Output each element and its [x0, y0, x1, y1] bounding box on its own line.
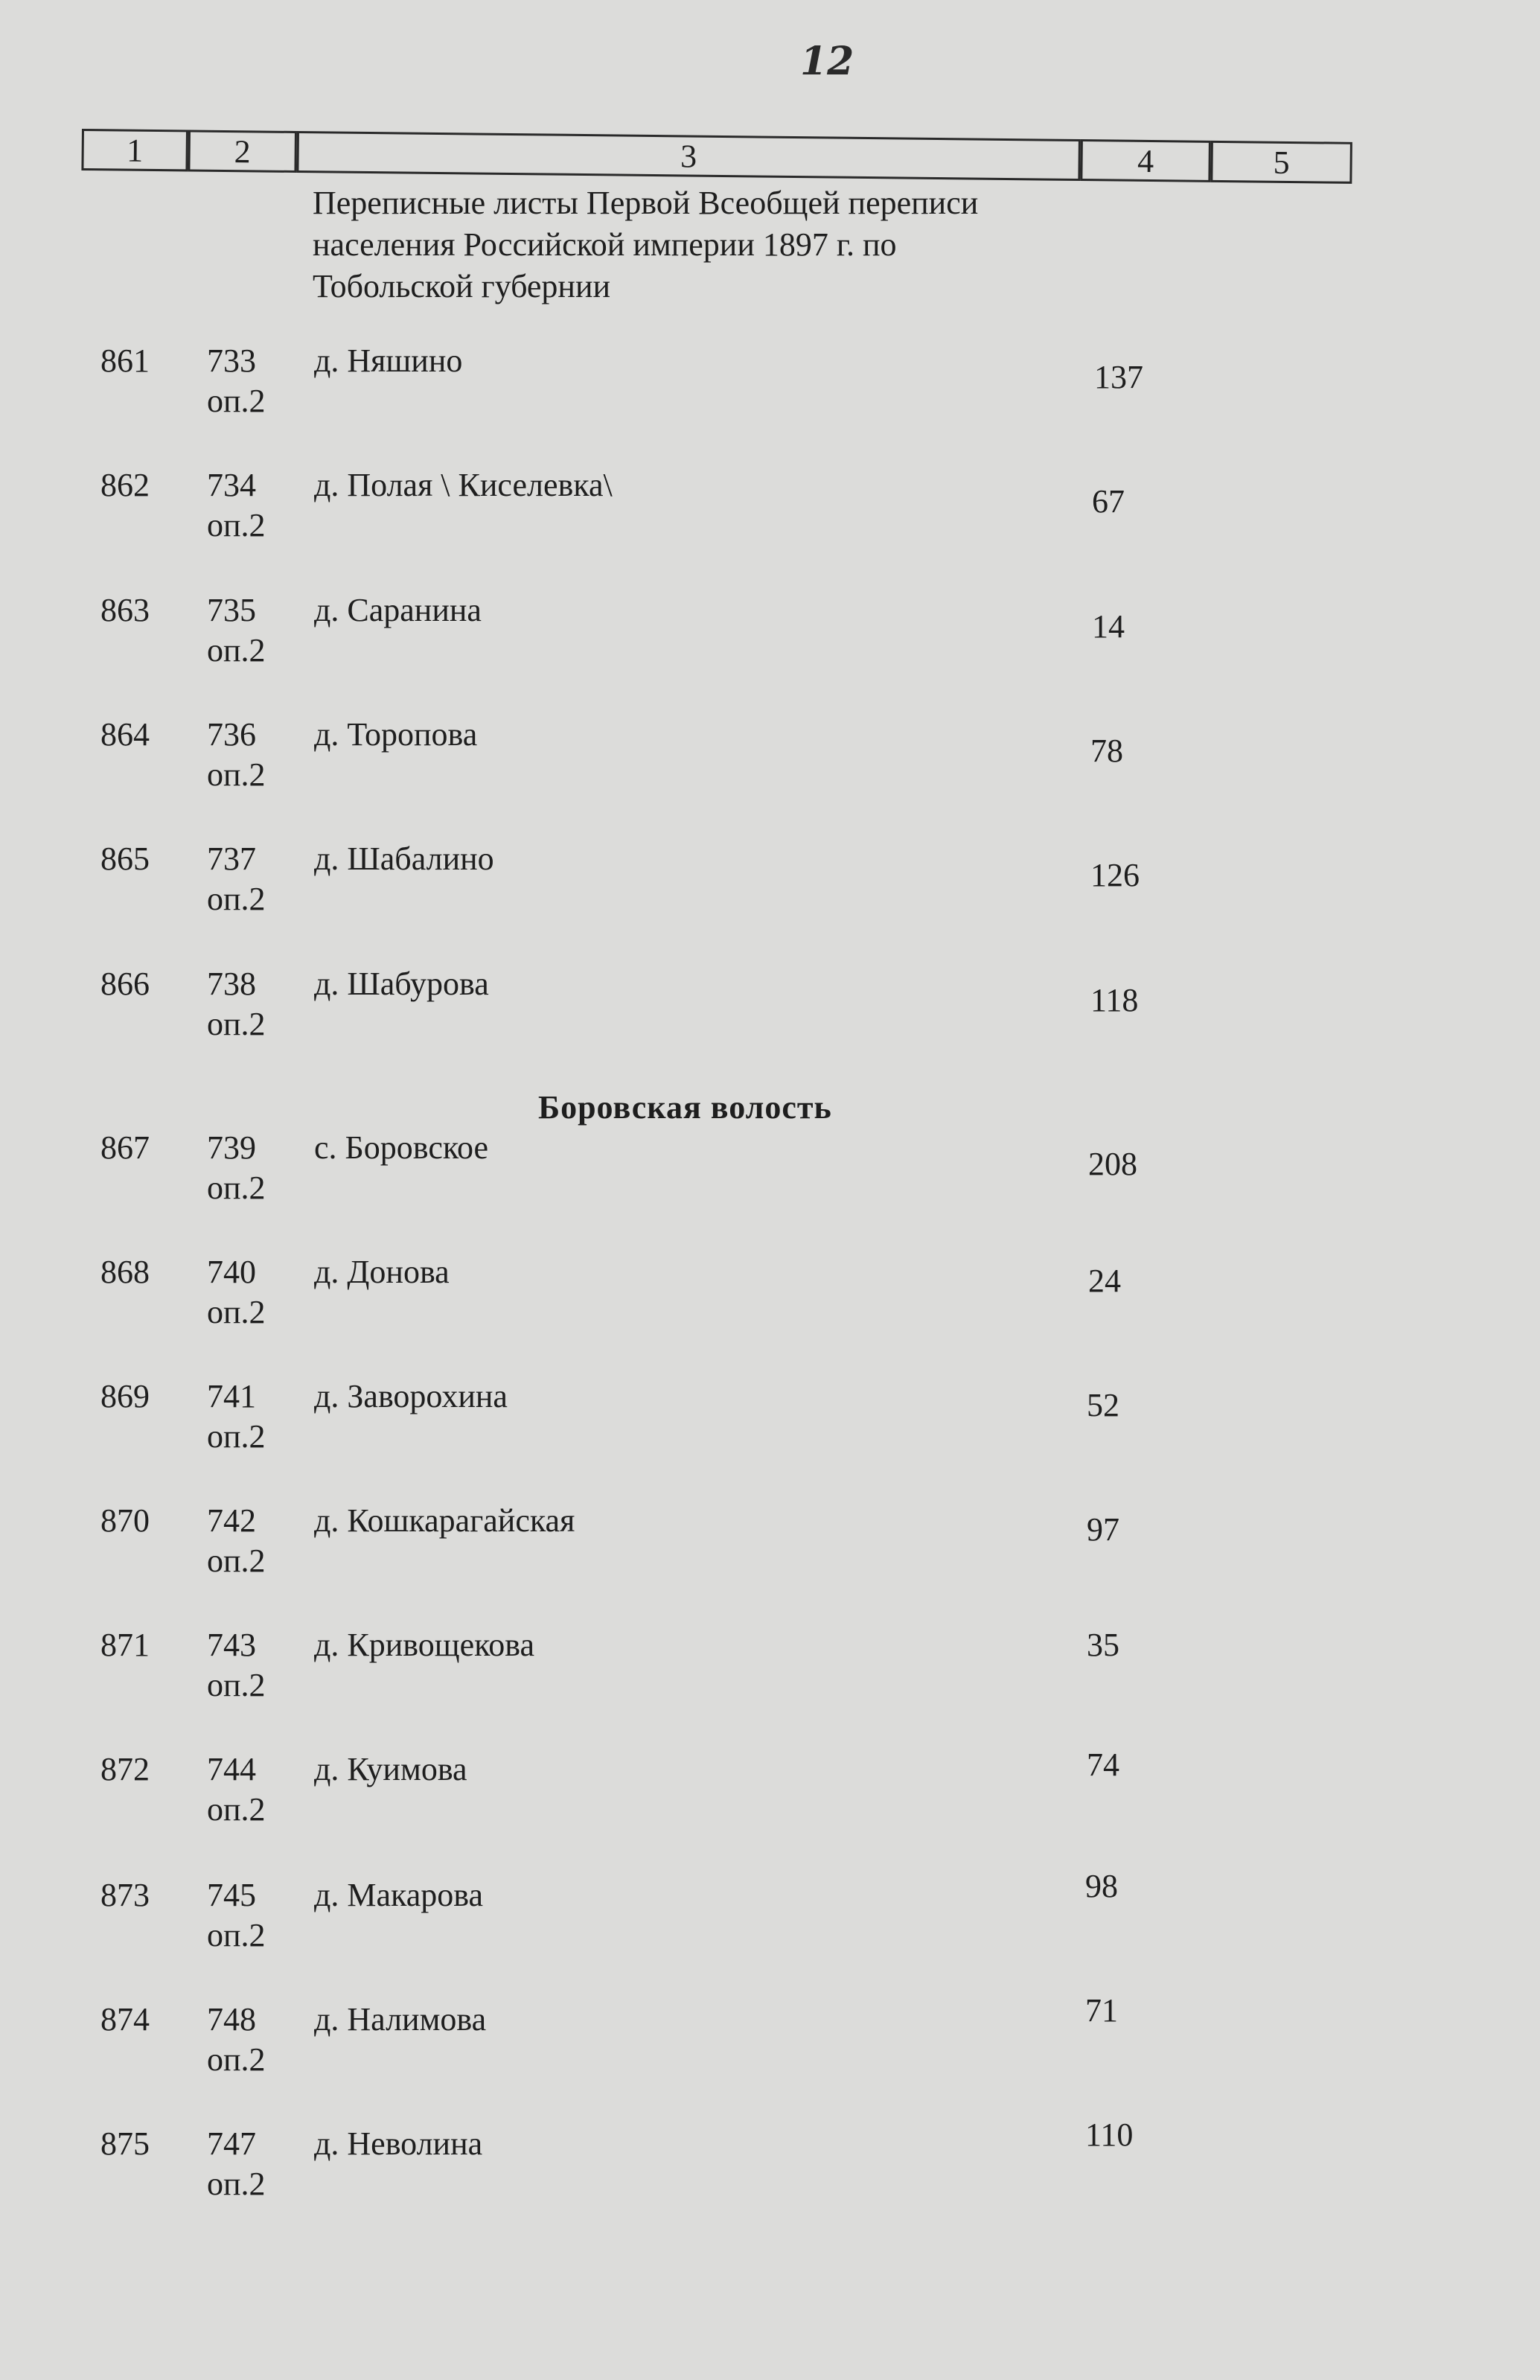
settlement-name: д. Кошкарагайская: [314, 1502, 575, 1539]
sheet-count: 97: [1087, 1511, 1119, 1548]
settlement-name: д. Неволина: [314, 2125, 483, 2162]
file-number: 747: [207, 2125, 256, 2162]
inventory-ref: оп.2: [207, 756, 266, 793]
inventory-ref: оп.2: [207, 1542, 266, 1579]
file-number: 737: [207, 840, 256, 877]
sheet-count: 98: [1085, 1868, 1118, 1904]
title-line: Переписные листы Первой Всеобщей переписи: [313, 185, 979, 221]
sheet-count: 137: [1094, 359, 1143, 395]
sheet-count: 24: [1088, 1263, 1121, 1299]
inventory-ref: оп.2: [207, 1418, 266, 1455]
sheet-count: 110: [1085, 2116, 1134, 2153]
sheet-count: 126: [1090, 857, 1140, 893]
column-header-1: 1: [81, 129, 188, 171]
section-heading: Боровская волость: [538, 1089, 832, 1126]
file-number: 740: [207, 1254, 256, 1290]
file-number: 735: [207, 592, 256, 628]
title-line: Тобольской губернии: [313, 268, 611, 304]
column-header-5: 5: [1210, 141, 1352, 184]
file-number: 742: [207, 1502, 256, 1539]
settlement-name: с. Боровское: [314, 1129, 489, 1166]
settlement-name: д. Няшино: [314, 342, 463, 379]
document-title: [313, 182, 1094, 307]
record-number: 872: [100, 1751, 150, 1787]
record-number: 871: [100, 1627, 150, 1663]
sheet-count: 74: [1087, 1746, 1119, 1783]
record-number: 867: [100, 1129, 150, 1166]
inventory-ref: оп.2: [207, 1917, 266, 1953]
record-number: 869: [100, 1378, 150, 1414]
settlement-name: д. Шабурова: [314, 966, 489, 1002]
inventory-ref: оп.2: [207, 1170, 266, 1206]
record-number: 873: [100, 1877, 150, 1913]
inventory-ref: оп.2: [207, 2166, 266, 2202]
record-number: 864: [100, 716, 150, 753]
record-number: 868: [100, 1254, 150, 1290]
settlement-name: д. Заворохина: [314, 1378, 508, 1414]
file-number: 736: [207, 716, 256, 753]
column-header-3: 3: [296, 131, 1081, 181]
record-number: 875: [100, 2125, 150, 2162]
file-number: 733: [207, 342, 256, 379]
inventory-ref: оп.2: [207, 632, 266, 669]
record-number: 874: [100, 2001, 150, 2038]
sheet-count: 35: [1087, 1627, 1119, 1663]
sheet-count: 14: [1092, 608, 1125, 645]
record-number: 863: [100, 592, 150, 628]
record-number: 862: [100, 467, 150, 503]
inventory-ref: оп.2: [207, 507, 266, 543]
settlement-name: д. Саранина: [314, 592, 482, 628]
settlement-name: д. Шабалино: [314, 840, 494, 877]
file-number: 741: [207, 1378, 256, 1414]
file-number: 745: [207, 1877, 256, 1913]
sheet-count: 52: [1087, 1387, 1119, 1423]
sheet-count: 118: [1090, 982, 1139, 1018]
file-number: 744: [207, 1751, 256, 1787]
file-number: 734: [207, 467, 256, 503]
record-number: 861: [100, 342, 150, 379]
file-number: 748: [207, 2001, 256, 2038]
sheet-count: 67: [1092, 483, 1125, 520]
inventory-ref: оп.2: [207, 383, 266, 419]
column-header-2: 2: [188, 130, 297, 173]
settlement-name: д. Донова: [314, 1254, 450, 1290]
inventory-ref: оп.2: [207, 2041, 266, 2078]
settlement-name: д. Торопова: [314, 716, 478, 753]
file-number: 743: [207, 1627, 256, 1663]
title-line: населения Российской империи 1897 г. по: [313, 226, 897, 263]
inventory-ref: оп.2: [207, 1791, 266, 1828]
inventory-ref: оп.2: [207, 1667, 266, 1703]
inventory-ref: оп.2: [207, 1294, 266, 1330]
record-number: 866: [100, 966, 150, 1002]
settlement-name: д. Кривощекова: [314, 1627, 535, 1663]
sheet-count: 71: [1085, 1992, 1118, 2029]
settlement-name: д. Макарова: [314, 1877, 484, 1913]
page-number: 12: [800, 39, 854, 84]
file-number: 739: [207, 1129, 256, 1166]
sheet-count: 208: [1088, 1146, 1137, 1182]
sheet-count: 78: [1090, 733, 1123, 769]
inventory-ref: оп.2: [207, 881, 266, 917]
record-number: 870: [100, 1502, 150, 1539]
inventory-ref: оп.2: [207, 1006, 266, 1042]
file-number: 738: [207, 966, 256, 1002]
settlement-name: д. Куимова: [314, 1751, 467, 1787]
settlement-name: д. Полая \ Киселевка\: [314, 467, 613, 503]
record-number: 865: [100, 840, 150, 877]
column-header-4: 4: [1080, 139, 1211, 182]
settlement-name: д. Налимова: [314, 2001, 487, 2038]
